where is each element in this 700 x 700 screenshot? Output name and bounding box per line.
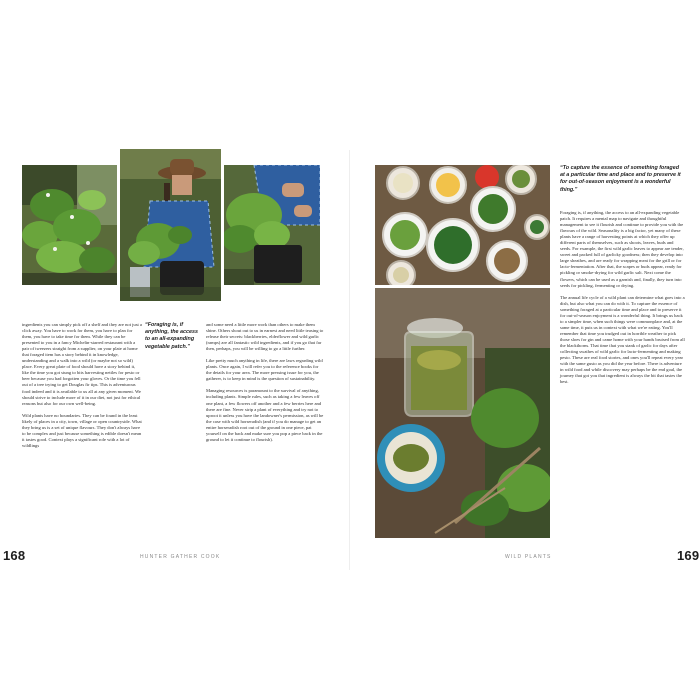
photo-hands-with-plants: [224, 165, 320, 285]
kilner-jar-image: [375, 288, 550, 538]
right-page: [350, 0, 700, 700]
forager-image: [120, 149, 221, 301]
right-column: [560, 210, 685, 391]
photo-forager: [120, 149, 221, 301]
photo-foraged-greens: [22, 165, 117, 285]
photo-kilner-jar: [375, 288, 550, 538]
pull-quote: “To capture the essence of something foraged at a particular time and place and to preserve it for out-of-season enjoyment is a wonderful thing.”: [560, 165, 681, 193]
page-number: 169: [677, 548, 700, 563]
preserve-jars-image: [375, 165, 550, 285]
running-head: HUNTER GATHER COOK: [140, 554, 221, 560]
left-column-2: [206, 322, 324, 449]
running-head: WILD PLANTS: [505, 554, 552, 560]
hands-plants-image: [224, 165, 320, 285]
paragraph: and some need a little more work than others to make them shine. Others shout out to us in earnest and need little teasing to release their secrets: blackberries, elderflower and wild garlic (ramps) are all fantastic wild ingredients, and if you go that far then, perhaps, you will be willing to go a little further.: [206, 322, 324, 352]
photo-jars: [375, 165, 550, 285]
paragraph: Foraging is, if anything, the access to an all-expanding vegetable patch. It requires a mental map to navigate and thoughtful management to see it flourish and continue to provide you with the flavours of the wild. Seasonality is a big factor, yet many of these plants have a range of harvesting points at which they offer up different parts of themselves, such as shoots, leaves, buds and seeds. For example, the first wild garlic leaves to appear are tender, sweet and packed full of garlicky goodness; then they develop into large sheathes, and are ready for wrapping meat for the grill or for lacto-fermentation. After that, the scapes or buds appear, ready for pickling or smoke-drying for wild garlic salt. Next come the flowers, which can be used as a garnish and, finally, they turn into seeds for pickling, fermenting or drying.: [560, 210, 684, 288]
paragraph: Managing resources is paramount to the survival of anything, including plants. Simple rules, such as taking a few leaves off one plant, a few flowers off another and a few berries here and there are fine. Never strip a plant of everything and try not to uproot it unless you have the landowner's permission, as will be the case with wild horseradish (and if you do manage to get an entire horseradish root out of the ground in one piece, pat yourself on the back and make sure you pop a piece back in the ground to let it continue to flourish).: [206, 388, 324, 442]
pull-quote: “Foraging is, if anything, the access to an all-expanding vegetable patch.”: [145, 322, 199, 350]
page-number: 168: [3, 548, 26, 563]
paragraph: ingredients you can simply pick off a shelf and they are not just a click away. You have to work for them, you have to plan for them, you have to take time for them. While they can be presented to you in a fancy Michelin-starred restaurant with a pair of tweezers straight from a supplier, on your plate at home that foraged item has a story behind it in knowledge, understanding and a walk into a wild (or maybe not so wild) place. Every great plate of food should have a story behind it, like the time you got stung to bits harvesting nettles for pesto or beer because you had forgotten your gloves. Or the time you fell out of a tree trying to get Douglas fir tips. This is adventurous food indeed and it is available to us all at any given moment. We should strive to include more of it in our diet, not just for ethical reasons but also for our own well-being.: [22, 322, 142, 406]
paragraph: Like pretty much anything in life, there are laws regarding wild plants. Once again, I will refer you to the reference books for the details for your area. The more pressing issue for you, the gatherer, is to keep in mind is the question of sustainability.: [206, 358, 323, 382]
left-column-1: [22, 322, 142, 455]
paragraph: The annual life cycle of a wild plant can determine what goes into a dish, but also what you can do with it. To capture the essence of something foraged at a particular time and place and to preserve it for out-of-season enjoyment is a wonderful thing. It brings us back to a simpler time, when such things were commonplace and, at the same time, it puts us in context with what we're eating. You'll remember that time you trudged out in horrible weather to pick those sloes for gin and came home with your hands bruised from all the blackthorns. That time that you stank of garlic for days after collecting swathes of wild garlic for lacto-fermenting and making pesto. These are real food stories, and ones you'll repeat every year with the same gusto as you did the year before. There is adventure in wild food and while discovery may perhaps be the end goal, the journey that got you that ingredient is always the bit that tastes the best.: [560, 294, 685, 385]
foraged-greens-image: [22, 165, 117, 285]
paragraph: Wild plants have no boundaries. They can be found in the least likely of places in a city, town, village or open countryside. What they bring us is a set of unique flavours. They don't always have to be complex and just because something is edible doesn't mean it tastes good. Context plays a significant role with a lot of wildlings: [22, 412, 142, 448]
